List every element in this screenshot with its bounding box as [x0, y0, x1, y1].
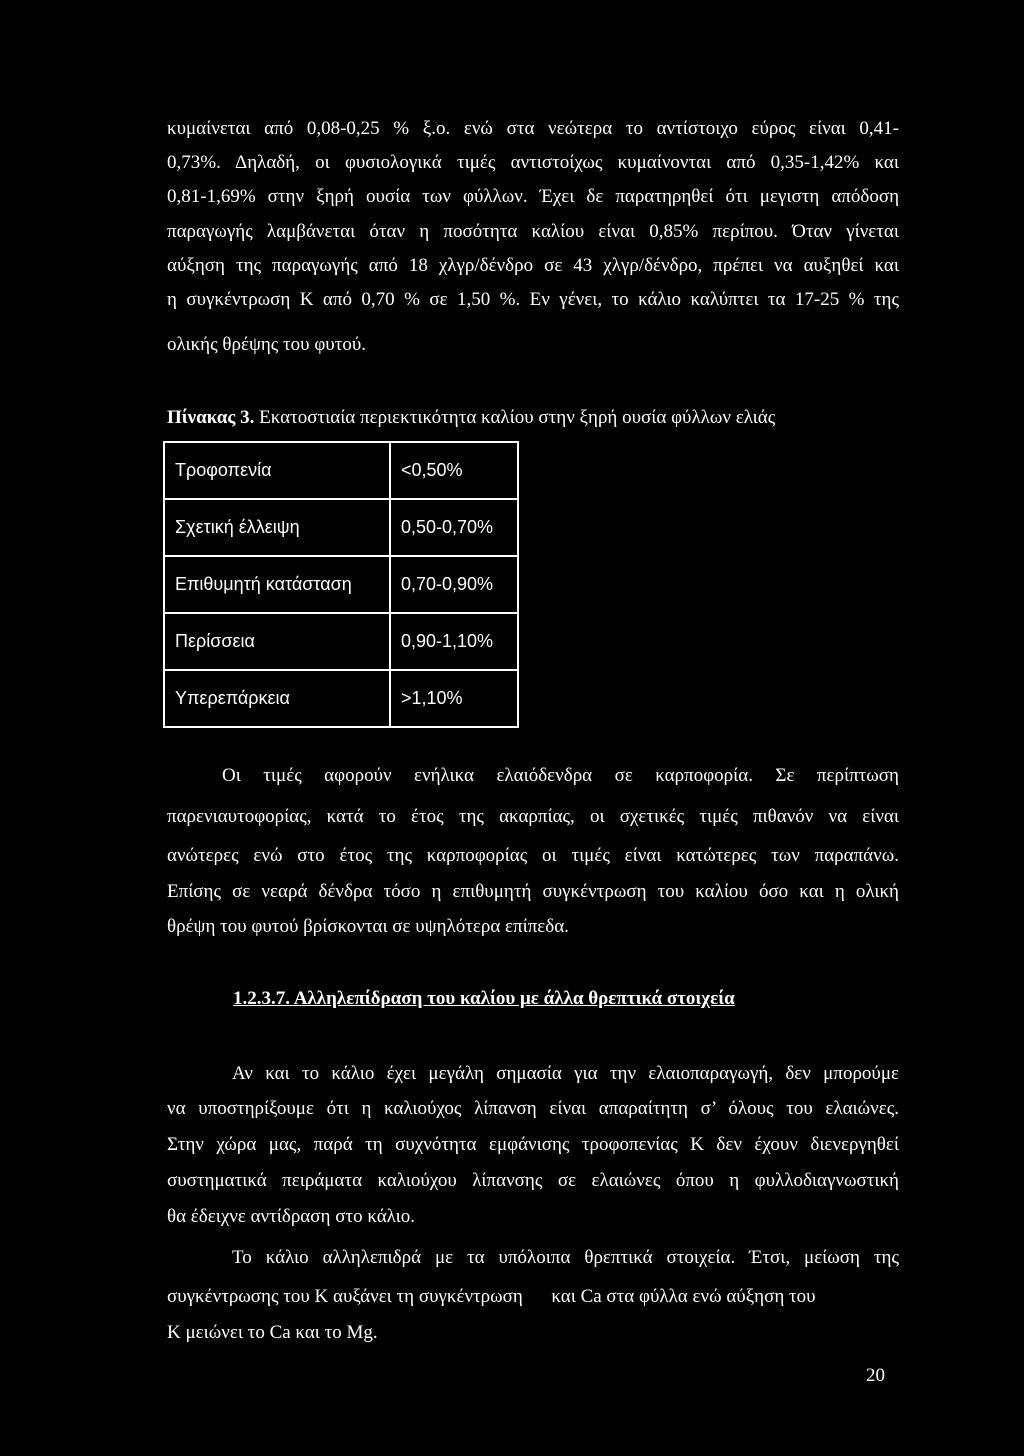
- range-cell: <0,50%: [390, 442, 518, 499]
- table-row: [164, 556, 518, 613]
- status-cell: Επιθυμητή κατάσταση: [164, 556, 390, 613]
- paragraph-2-line-5: θρέψη του φυτού βρίσκονται σε υψηλότερα επίπεδα.: [167, 916, 569, 937]
- table-row: [164, 613, 518, 670]
- table-row: [164, 670, 518, 727]
- paragraph-4-line-2: συγκέντρωσης του Κ αυξάνει τη συγκέντρωση και Ca στα φύλλα ενώ αύξηση του: [167, 1286, 816, 1307]
- range-cell: >1,10%: [390, 670, 518, 727]
- paragraph-2-line-2: παρενιαυτοφορίας, κατά το έτος της ακαρπίας, οι σχετικές τιμές πιθανόν να είναι: [167, 806, 899, 827]
- paragraph-2-line-4: Επίσης σε νεαρά δένδρα τόσο η επιθυμητή συγκέντρωση του καλίου όσο και η ολική: [167, 881, 899, 902]
- paragraph-1-line-5: αύξηση της παραγωγής από 18 χλγρ/δένδρο σε 43 χλγρ/δένδρο, πρέπει να αυξηθεί και: [167, 255, 899, 276]
- paragraph-1-line-3: 0,81-1,69% στην ξηρή ουσία των φύλλων. Έχει δε παρατηρηθεί ότι μεγιστη απόδοση: [167, 186, 899, 207]
- range-cell: 0,70-0,90%: [390, 556, 518, 613]
- table-caption-text: Εκατοστιαία περιεκτικότητα καλίου στην ξηρή ουσία φύλλων ελιάς: [254, 407, 776, 428]
- paragraph-3-line-5: θα έδειχνε αντίδραση στο κάλιο.: [167, 1206, 416, 1227]
- status-cell: Υπερεπάρκεια: [164, 670, 390, 727]
- page-number: 20: [866, 1365, 885, 1386]
- range-cell: 0,90-1,10%: [390, 613, 518, 670]
- paragraph-3-line-1: Αν και το κάλιο έχει μεγάλη σημασία για την ελαιοπαραγωγή, δεν μπορούμε: [232, 1063, 899, 1084]
- paragraph-1-line-4: παραγωγής λαμβάνεται όταν η ποσότητα καλίου είναι 0,85% περίπου. Όταν γίνεται: [167, 221, 899, 242]
- paragraph-4-line-1: Το κάλιο αλληλεπιδρά με τα υπόλοιπα θρεπτικά στοιχεία. Έτσι, μείωση της: [232, 1247, 899, 1268]
- potassium-levels-table: [163, 441, 519, 728]
- paragraph-1-line-1: κυμαίνεται από 0,08-0,25 % ξ.ο. ενώ στα νεώτερα το αντίστοιχο εύρος είναι 0,41-: [167, 118, 899, 139]
- paragraph-3-line-2: να υποστηρίξουμε ότι η καλιούχος λίπανση είναι απαραίτητη σ’ όλους του ελαιώνες.: [167, 1098, 899, 1119]
- paragraph-1-line-2: 0,73%. Δηλαδή, οι φυσιολογικά τιμές αντιστοίχως κυμαίνονται από 0,35-1,42% και: [167, 152, 899, 173]
- paragraph-4-line-3: Κ μειώνει το Ca και το Mg.: [167, 1322, 378, 1343]
- paragraph-2-line-1: Οι τιμές αφορούν ενήλικα ελαιόδενδρα σε καρποφορία. Σε περίπτωση: [222, 765, 899, 786]
- status-cell: Περίσσεια: [164, 613, 390, 670]
- paragraph-3-line-4: συστηματικά πειράματα καλιούχου λίπανσης σε ελαιώνες όπου η φυλλοδιαγνωστική: [167, 1170, 899, 1191]
- table-row: [164, 499, 518, 556]
- paragraph-3-line-3: Στην χώρα μας, παρά τη συχνότητα εμφάνισης τροφοπενίας Κ δεν έχουν διενεργηθεί: [167, 1134, 899, 1155]
- status-cell: Τροφοπενία: [164, 442, 390, 499]
- table-caption: [167, 406, 775, 430]
- table-row: [164, 442, 518, 499]
- range-cell: 0,50-0,70%: [390, 499, 518, 556]
- section-heading: 1.2.3.7. Αλληλεπίδραση του καλίου με άλλα θρεπτικά στοιχεία: [233, 988, 735, 1009]
- paragraph-1-line-6: η συγκέντρωση Κ από 0,70 % σε 1,50 %. Εν γένει, το κάλιο καλύπτει τα 17-25 % της: [167, 289, 899, 310]
- table-caption-label: Πίνακας 3.: [167, 407, 255, 428]
- paragraph-1-line-7: ολικής θρέψης του φυτού.: [167, 334, 366, 355]
- status-cell: Σχετική έλλειψη: [164, 499, 390, 556]
- paragraph-2-line-3: ανώτερες ενώ στο έτος της καρποφορίας οι τιμές είναι κατώτερες των παραπάνω.: [167, 845, 899, 866]
